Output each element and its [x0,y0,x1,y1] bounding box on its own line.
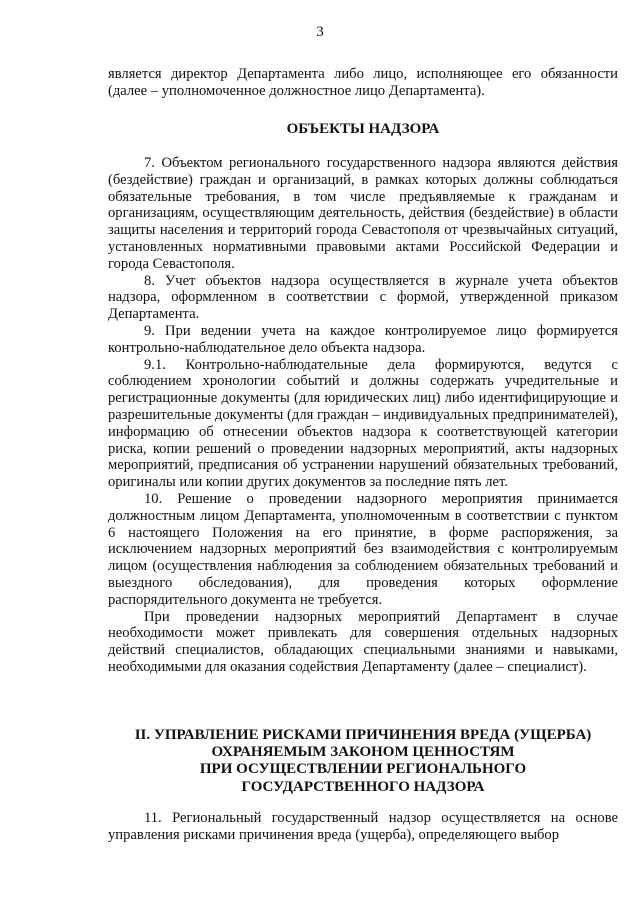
paragraph-9: 9. При ведении учета на каждое контролируемое лицо формируется контрольно-наблюдательное дело объекта надзора. [108,322,618,356]
paragraph-11: 11. Региональный государственный надзор осуществляется на основе управления рисками причинения вреда (ущерба), определяющего выбор [108,810,618,843]
paragraph-8: 8. Учет объектов надзора осуществляется в журнале учета объектов надзора, оформленном в соответствии с формой, утвержденной приказом Департамента. [108,272,618,323]
section-heading-risks [108,727,618,796]
intro-paragraph: является директор Департамента либо лицо, исполняющее его обязанности (далее – уполномоченное должностное лицо Департамента). [108,66,618,99]
body-text-block-2 [108,810,618,844]
paragraph-10: 10. Решение о проведении надзорного мероприятия принимается должностным лицом Департамента, уполномоченным в соответствии с пунктом 6 настоящего Положения на его принятие, в форме распоряжения, за исключением надзорных мероприятий без взаимодействия с контролируемым лицом (осуществления наблюдения за соблюдением обязательных требований и выездного обследования), для проведения которых оформление распорядительного документа не требуется. [108,490,618,608]
heading-line: II. УПРАВЛЕНИЕ РИСКАМИ ПРИЧИНЕНИЯ ВРЕДА (УЩЕРБА) [134,727,592,743]
paragraph-7: 7. Объектом регионального государственного надзора являются действия (бездействие) граждан и организаций, в рамках которых должны соблюдаться обязательные требования, в том числе предъявляемые к гражданам и организациям, осуществляющим деятельность, действия (бездействие) в области защиты населения и территорий города Севастополя от чрезвычайных ситуаций, установленных нормативными правовыми актами Российской Федерации и города Севастополя. [108,155,618,272]
page-number: 3 [316,24,324,40]
section-heading-objects: ОБЪЕКТЫ НАДЗОРА [286,121,440,137]
paragraph-9-1: 9.1. Контрольно-наблюдательные дела формируются, ведутся с соблюдением хронологии событий и должны содержать учредительные и регистрационные документы (для юридических лиц) либо идентифицирующие и разрешительные документы (для граждан – индивидуальных предпринимателей), информацию об отнесении объектов надзора к соответствующей категории риска, копии решений о проведении надзорных мероприятий, акты надзорных мероприятий, предписания об устранении нарушений обязательных требований, оригиналы или копии других документов за последние пять лет. [108,356,618,491]
intro-text-block [108,66,618,100]
heading-line: ОХРАНЯЕМЫМ ЗАКОНОМ ЦЕННОСТЯМ [211,744,515,761]
heading-line: ПРИ ОСУЩЕСТВЛЕНИИ РЕГИОНАЛЬНОГО [199,761,527,778]
body-text-block [108,155,618,676]
heading-line: ГОСУДАРСТВЕННОГО НАДЗОРА [241,778,485,795]
paragraph-specialists: При проведении надзорных мероприятий Департамент в случае необходимости может привлекать для совершения отдельных надзорных действий специалистов, обладающих специальными знаниями и навыками, необходимыми для оказания содействия Департаменту (далее – специалист). [108,608,618,675]
